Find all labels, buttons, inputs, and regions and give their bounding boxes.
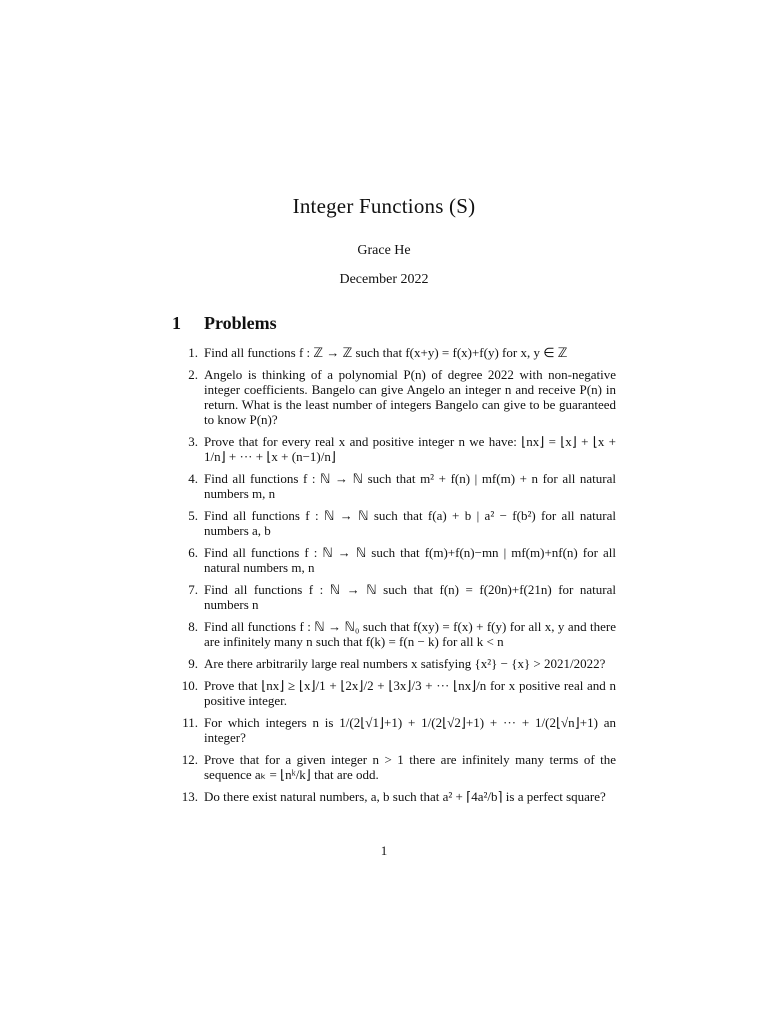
problem-number: 5. bbox=[188, 508, 198, 523]
problem-item bbox=[172, 656, 616, 671]
problem-text: Are there arbitrarily large real numbers x satisfying {x²} − {x} > 2021/2022? bbox=[204, 656, 606, 671]
problem-item bbox=[172, 752, 616, 782]
problem-text: Find all functions f : ℤ → ℤ such that f(x+y) = f(x)+f(y) for x, y ∈ ℤ bbox=[204, 345, 568, 360]
section-title: Problems bbox=[204, 313, 277, 333]
problem-text: Do there exist natural numbers, a, b such that a² + ⌈4a²/b⌉ is a perfect square? bbox=[204, 789, 606, 804]
problem-number: 10. bbox=[181, 678, 198, 693]
problem-list bbox=[172, 345, 616, 811]
problem-text: Find all functions f : ℕ → ℕ₀ such that f(xy) = f(x) + f(y) for all x, y and there are infinitely many n such that f(k) = f(n − k) for all k < n bbox=[204, 619, 616, 649]
section-number: 1 bbox=[172, 313, 181, 333]
problem-item bbox=[172, 678, 616, 708]
problem-number: 13. bbox=[181, 789, 198, 804]
problem-item bbox=[172, 619, 616, 649]
author-name: Grace He bbox=[357, 243, 411, 258]
problem-item bbox=[172, 345, 616, 360]
problem-item bbox=[172, 582, 616, 612]
problem-text: Prove that ⌊nx⌋ ≥ ⌊x⌋/1 + ⌊2x⌋/2 + ⌊3x⌋/3 + ··· ⌊nx⌋/n for x positive real and n positive integer. bbox=[204, 678, 616, 708]
problem-item bbox=[172, 545, 616, 575]
page-number: 1 bbox=[380, 843, 388, 858]
problem-text: Find all functions f : ℕ → ℕ such that m² + f(n) | mf(m) + n for all natural numbers m, n bbox=[204, 471, 616, 501]
problem-number: 6. bbox=[188, 545, 198, 560]
problem-number: 4. bbox=[188, 471, 198, 486]
page-title: Integer Functions (S) bbox=[292, 194, 476, 218]
problem-item bbox=[172, 508, 616, 538]
problem-number: 9. bbox=[188, 656, 198, 671]
problem-item bbox=[172, 715, 616, 745]
problem-number: 3. bbox=[188, 434, 198, 449]
problem-number: 1. bbox=[188, 345, 198, 360]
problem-text: Find all functions f : ℕ → ℕ such that f(n) = f(20n)+f(21n) for natural numbers n bbox=[204, 582, 616, 612]
document-date: December 2022 bbox=[339, 272, 429, 287]
problem-number: 2. bbox=[188, 367, 198, 382]
problem-text: Find all functions f : ℕ → ℕ such that f(a) + b | a² − f(b²) for all natural numbers a, b bbox=[204, 508, 616, 538]
problem-number: 12. bbox=[181, 752, 198, 767]
problem-text: Find all functions f : ℕ → ℕ such that f(m)+f(n)−mn | mf(m)+nf(n) for all natural numbers m, n bbox=[204, 545, 616, 575]
problem-item bbox=[172, 367, 616, 427]
problem-number: 11. bbox=[182, 715, 198, 730]
problem-text: Prove that for every real x and positive integer n we have: ⌊nx⌋ = ⌊x⌋ + ⌊x + 1/n⌋ + ··· + ⌊x + (n−1)/n⌋ bbox=[204, 434, 616, 464]
problem-number: 7. bbox=[188, 582, 198, 597]
problem-text: Prove that for a given integer n > 1 there are infinitely many terms of the sequence aₖ = ⌊nᵏ/k⌋ that are odd. bbox=[204, 752, 616, 782]
problem-item bbox=[172, 471, 616, 501]
problem-number: 8. bbox=[188, 619, 198, 634]
problem-item bbox=[172, 789, 616, 804]
problem-text: Angelo is thinking of a polynomial P(n) of degree 2022 with non-negative integer coefficients. Bangelo can give Angelo an integer n and receive P(n) in return. What is the least number of integers Bangelo can give to be guaranteed to know P(n)? bbox=[204, 367, 616, 427]
section-heading bbox=[172, 313, 277, 334]
problem-text: For which integers n is 1/(2⌊√1⌋+1) + 1/(2⌊√2⌋+1) + ··· + 1/(2⌊√n⌋+1) an integer? bbox=[204, 715, 616, 745]
problem-item bbox=[172, 434, 616, 464]
